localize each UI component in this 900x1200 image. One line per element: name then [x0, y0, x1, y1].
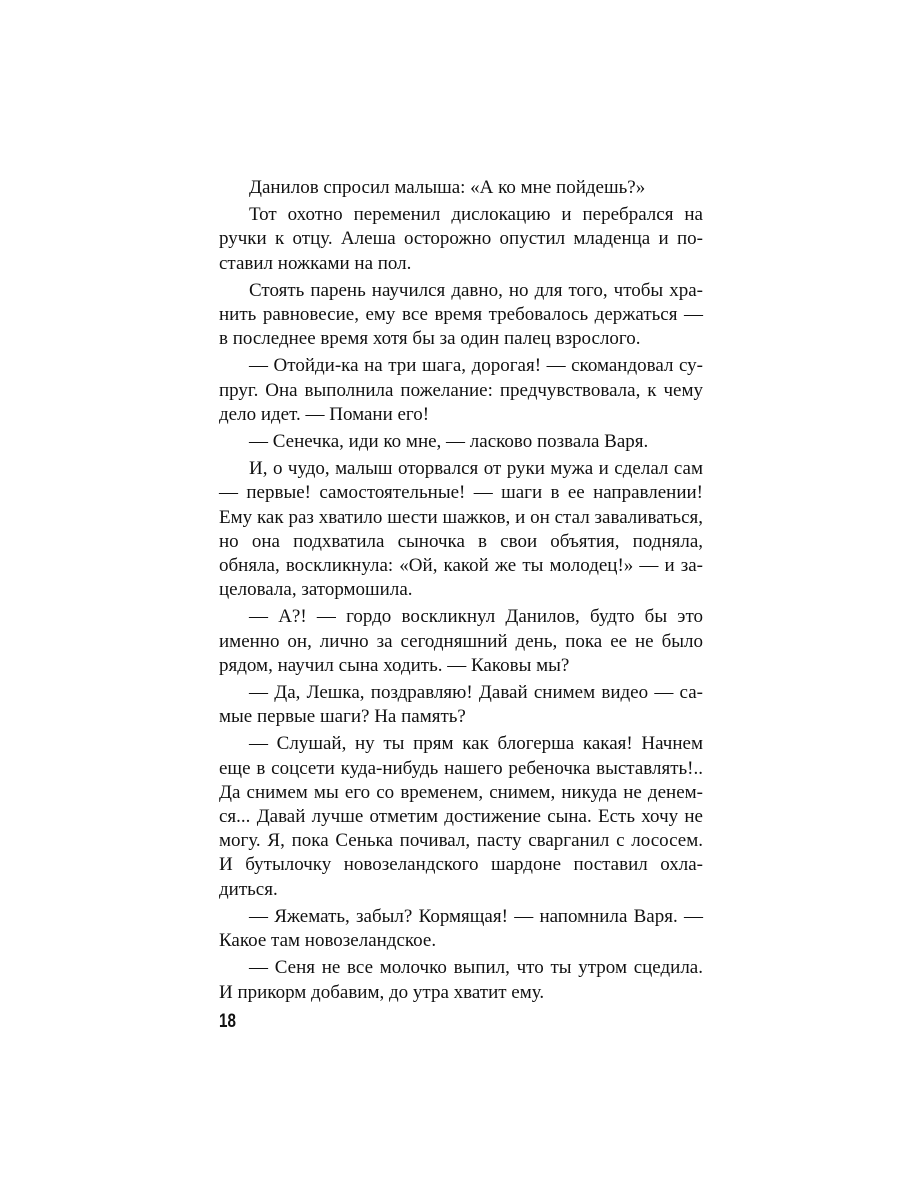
body-text — [219, 176, 703, 1005]
paragraph: — Сенечка, иди ко мне, — ласково позвала Варя. — [249, 431, 649, 453]
paragraph: — Сеня не все молочко выпил, что ты утром сцедила. И прикорм добавим, до утра хватит ему. — [219, 957, 703, 1003]
paragraph: И, о чудо, малыш оторвался от руки мужа и сделал сам — первые! самостоятельные! — шаги в ее направлении! Ему как раз хватило шести шажков, и он стал заваливаться, но она подхватила сыночка в свои объятия, подняла, обняла, воскликнула: «Ой, какой же ты молодец!» — и зацеловала, затормошила. — [219, 458, 703, 601]
paragraph: — Отойди-ка на три шага, дорогая! — скомандовал супруг. Она выполнила пожелание: предчувствовала, к чему дело идет. — Помани его! — [219, 355, 703, 425]
paragraph: — Слушай, ну ты прям как блогерша какая! Начнем еще в соцсети куда-нибудь нашего ребеночка выставлять!.. Да снимем мы его со временем, снимем, никуда не денемся... Давай лучше отметим достижение сына. Есть хочу не могу. Я, пока Сенька почивал, пасту сварганил с лососем. И бутылочку новозеландского шардоне поставил охладиться. — [219, 733, 703, 900]
page-number: 18 — [219, 1011, 236, 1032]
paragraph: Данилов спросил малыша: «А ко мне пойдешь?» — [249, 177, 646, 198]
paragraph: — А?! — гордо воскликнул Данилов, будто бы это именно он, лично за сегодняшний день, пока ее не было рядом, научил сына ходить. — Каковы мы? — [219, 606, 703, 676]
paragraph: Стоять парень научился давно, но для того, чтобы хранить равновесие, ему все время требовалось держаться — в последнее время хотя бы за один палец взрослого. — [219, 279, 703, 350]
paragraph: Тот охотно переменил дислокацию и перебрался на ручки к отцу. Алеша осторожно опустил младенца и поставил ножками на пол. — [219, 204, 703, 274]
paragraph: — Да, Лешка, поздравляю! Давай снимем видео — самые первые шаги? На память? — [219, 682, 703, 728]
paragraph: — Яжемать, забыл? Кормящая! — напомнила Варя. — Какое там новозеландское. — [219, 905, 703, 952]
